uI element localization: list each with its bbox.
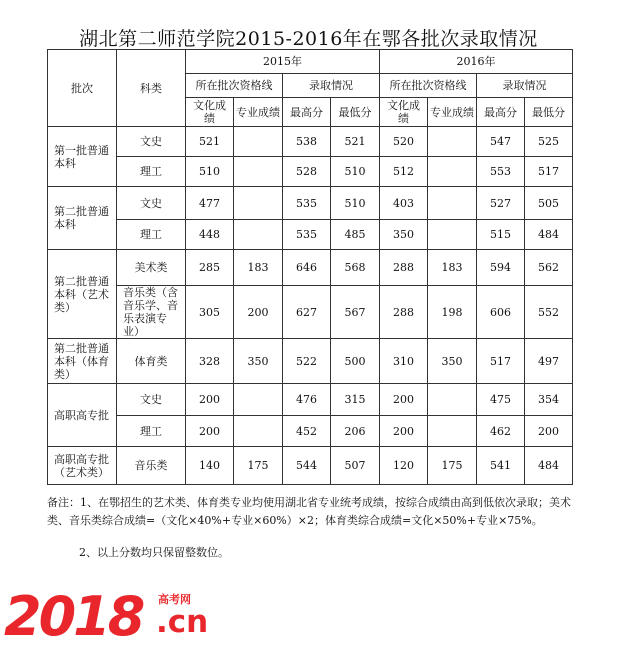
subject-cell: 理工	[117, 157, 186, 187]
subject-cell: 理工	[117, 416, 186, 447]
score-cell: 183	[428, 250, 477, 286]
score-cell: 552	[525, 286, 573, 339]
score-cell: 328	[186, 339, 234, 384]
score-cell: 175	[234, 447, 283, 485]
score-cell: 350	[380, 220, 428, 250]
score-cell: 525	[525, 127, 573, 157]
subject-cell: 文史	[117, 127, 186, 157]
score-cell: 477	[186, 187, 234, 220]
table-row	[48, 416, 573, 447]
score-cell: 517	[525, 157, 573, 187]
batch-cell: 高职高专批	[48, 384, 117, 447]
header-culture-2016: 文化成绩	[380, 98, 428, 127]
score-cell: 120	[380, 447, 428, 485]
score-cell: 476	[283, 384, 331, 416]
score-cell: 538	[283, 127, 331, 157]
header-year-2015: 2015年	[186, 50, 380, 74]
score-cell: 350	[234, 339, 283, 384]
score-cell: 535	[283, 187, 331, 220]
header-subject: 科类	[117, 50, 186, 127]
score-cell: 528	[283, 157, 331, 187]
header-admission-2015: 录取情况	[283, 74, 380, 98]
score-cell	[234, 416, 283, 447]
score-cell: 497	[525, 339, 573, 384]
score-cell: 544	[283, 447, 331, 485]
logo-domain: .cn	[156, 604, 209, 640]
notes-section	[47, 494, 577, 562]
score-cell: 200	[380, 416, 428, 447]
score-cell: 627	[283, 286, 331, 339]
score-cell: 475	[477, 384, 525, 416]
score-cell: 505	[525, 187, 573, 220]
subject-cell: 文史	[117, 187, 186, 220]
score-cell: 183	[234, 250, 283, 286]
score-cell: 520	[380, 127, 428, 157]
score-cell	[428, 127, 477, 157]
batch-cell: 第二批普通本科（体育类）	[48, 339, 117, 384]
score-cell	[234, 187, 283, 220]
score-cell: 200	[186, 384, 234, 416]
batch-cell: 第二批普通本科	[48, 187, 117, 250]
table-row	[48, 250, 573, 286]
score-cell: 198	[428, 286, 477, 339]
score-cell: 567	[331, 286, 380, 339]
header-max-2015: 最高分	[283, 98, 331, 127]
table-row	[48, 339, 573, 384]
header-qual-line-2015: 所在批次资格线	[186, 74, 283, 98]
score-cell: 507	[331, 447, 380, 485]
score-cell: 515	[477, 220, 525, 250]
score-cell: 606	[477, 286, 525, 339]
header-min-2015: 最低分	[331, 98, 380, 127]
score-cell: 288	[380, 286, 428, 339]
header-culture-2015: 文化成绩	[186, 98, 234, 127]
subject-cell: 音乐类	[117, 447, 186, 485]
score-cell: 140	[186, 447, 234, 485]
table-row	[48, 187, 573, 220]
note-1: 备注：1、在鄂招生的艺术类、体育类专业均使用湖北省专业统考成绩，按综合成绩由高到低依次录取；美术类、音乐类综合成绩=（文化×40%+专业×60%）×2；体育类综合成绩=文化×50%+专业×75%。	[47, 496, 571, 527]
batch-cell: 高职高专批（艺术类）	[48, 447, 117, 485]
score-cell: 485	[331, 220, 380, 250]
score-cell: 562	[525, 250, 573, 286]
header-max-2016: 最高分	[477, 98, 525, 127]
score-cell: 541	[477, 447, 525, 485]
header-qual-line-2016: 所在批次资格线	[380, 74, 477, 98]
score-cell: 315	[331, 384, 380, 416]
header-professional-2016: 专业成绩	[428, 98, 477, 127]
score-cell: 568	[331, 250, 380, 286]
score-cell: 527	[477, 187, 525, 220]
note-2: 2、以上分数均只保留整数位。	[79, 546, 229, 559]
score-cell: 510	[331, 157, 380, 187]
score-cell: 594	[477, 250, 525, 286]
score-cell: 553	[477, 157, 525, 187]
score-cell	[428, 416, 477, 447]
score-cell: 512	[380, 157, 428, 187]
subject-cell: 美术类	[117, 250, 186, 286]
score-cell: 403	[380, 187, 428, 220]
score-cell: 500	[331, 339, 380, 384]
score-cell	[428, 384, 477, 416]
score-cell: 310	[380, 339, 428, 384]
table-row	[48, 286, 573, 339]
score-cell: 200	[186, 416, 234, 447]
score-cell: 521	[186, 127, 234, 157]
score-cell: 646	[283, 250, 331, 286]
score-cell: 200	[380, 384, 428, 416]
table-row	[48, 384, 573, 416]
score-cell	[428, 157, 477, 187]
table-row	[48, 447, 573, 485]
score-cell	[428, 187, 477, 220]
score-cell: 288	[380, 250, 428, 286]
logo-tagline: 高考网	[158, 593, 191, 606]
score-cell	[234, 384, 283, 416]
score-cell	[234, 157, 283, 187]
subject-cell: 音乐类（含音乐学、音乐表演专业）	[117, 286, 186, 339]
score-cell: 462	[477, 416, 525, 447]
batch-cell: 第一批普通本科	[48, 127, 117, 187]
score-cell: 200	[525, 416, 573, 447]
score-cell: 448	[186, 220, 234, 250]
header-admission-2016: 录取情况	[477, 74, 573, 98]
table-row	[48, 157, 573, 187]
score-cell: 521	[331, 127, 380, 157]
score-cell: 305	[186, 286, 234, 339]
header-year-2016: 2016年	[380, 50, 573, 74]
score-cell: 535	[283, 220, 331, 250]
score-cell: 206	[331, 416, 380, 447]
table-row	[48, 127, 573, 157]
score-cell	[234, 127, 283, 157]
score-cell: 285	[186, 250, 234, 286]
score-cell: 354	[525, 384, 573, 416]
score-cell	[234, 220, 283, 250]
header-batch: 批次	[48, 50, 117, 127]
score-cell: 517	[477, 339, 525, 384]
score-cell: 484	[525, 220, 573, 250]
score-cell: 200	[234, 286, 283, 339]
page-title: 湖北第二师范学院2015-2016年在鄂各批次录取情况	[79, 28, 538, 50]
admission-score-table	[47, 49, 573, 485]
subject-cell: 体育类	[117, 339, 186, 384]
table-row	[48, 220, 573, 250]
score-cell: 350	[428, 339, 477, 384]
header-professional-2015: 专业成绩	[234, 98, 283, 127]
score-cell: 510	[331, 187, 380, 220]
subject-cell: 理工	[117, 220, 186, 250]
score-cell: 452	[283, 416, 331, 447]
score-cell: 175	[428, 447, 477, 485]
score-cell	[428, 220, 477, 250]
score-cell: 484	[525, 447, 573, 485]
site-logo[interactable]	[4, 585, 234, 648]
logo-number: 2018	[4, 585, 143, 648]
score-cell: 547	[477, 127, 525, 157]
score-cell: 522	[283, 339, 331, 384]
score-cell: 510	[186, 157, 234, 187]
subject-cell: 文史	[117, 384, 186, 416]
batch-cell: 第二批普通本科（艺术类）	[48, 250, 117, 339]
header-min-2016: 最低分	[525, 98, 573, 127]
